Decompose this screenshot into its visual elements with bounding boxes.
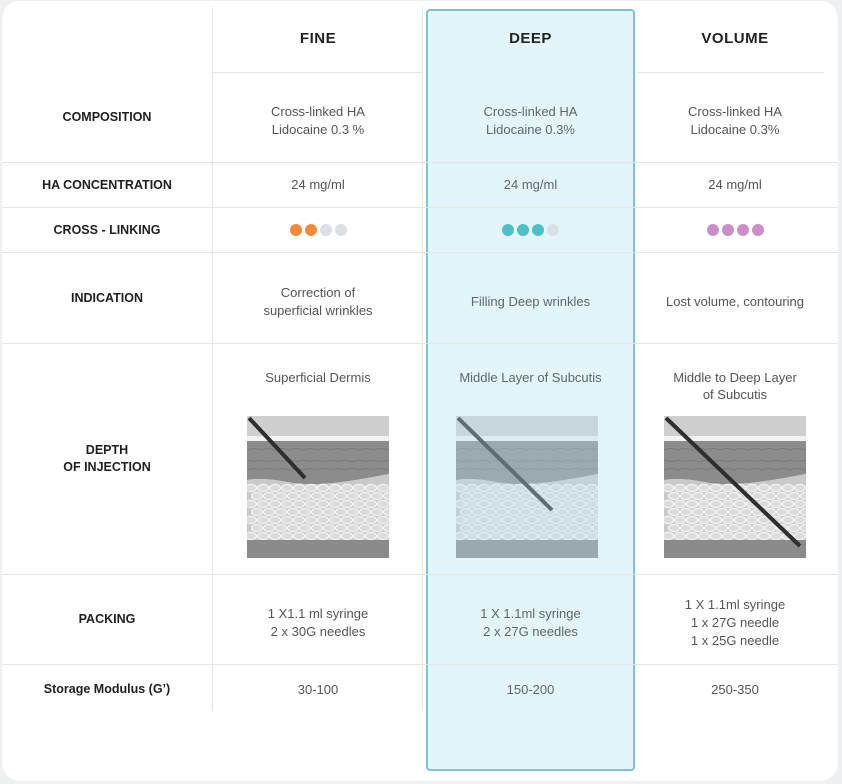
- indication-fine: Correction of superficial wrinkles: [263, 285, 373, 318]
- storage-modulus-deep: 150-200: [506, 682, 555, 697]
- divider: [422, 7, 423, 711]
- depth-deep: Middle Layer of Subcutis: [459, 370, 602, 385]
- storage-modulus-volume: 250-350: [711, 682, 759, 697]
- packing-volume: 1 X 1.1ml syringe 1 x 27G needle 1 x 25G needle: [684, 597, 786, 648]
- cross-linking-volume: [635, 208, 835, 252]
- row-label-storage-modulus: Storage Modulus (G’): [43, 681, 171, 696]
- cross-linking-fine: [214, 208, 422, 252]
- row-label-composition: COMPOSITION: [62, 110, 152, 124]
- ha-concentration-deep: 24 mg/ml: [503, 177, 558, 192]
- filled-dot-icon: [707, 224, 719, 236]
- row-label-indication: INDICATION: [71, 290, 143, 305]
- composition-volume: Cross-linked HA Lidocaine 0.3%: [688, 104, 782, 137]
- empty-dot-icon: [335, 224, 347, 236]
- ha-concentration-volume: 24 mg/ml: [708, 177, 762, 192]
- depth-volume: Middle to Deep Layer of Subcutis: [673, 370, 797, 402]
- row-label-depth-of-injection: DEPTH OF INJECTION: [63, 443, 151, 474]
- row-label-cross-linking: CROSS - LINKING: [53, 222, 161, 237]
- packing-deep: 1 X 1.1ml syringe 2 x 27G needles: [480, 606, 581, 639]
- filled-dot-icon: [502, 224, 514, 236]
- skin-diagram-superficial-dermis-icon: [247, 416, 389, 558]
- composition-deep: Cross-linked HA Lidocaine 0.3%: [483, 104, 578, 137]
- filled-dot-icon: [305, 224, 317, 236]
- indication-volume: Lost volume, contouring: [665, 294, 805, 309]
- empty-dot-icon: [547, 224, 559, 236]
- skin-diagram-middle-subcutis-icon: [456, 416, 598, 558]
- filled-dot-icon: [517, 224, 529, 236]
- divider: [212, 7, 213, 711]
- column-header-deep: DEEP: [509, 29, 552, 47]
- filled-dot-icon: [722, 224, 734, 236]
- row-label-ha-concentration: HA CONCENTRATION: [42, 177, 172, 192]
- cross-linking-deep: [426, 208, 635, 252]
- indication-deep: Filling Deep wrinkles: [470, 294, 591, 309]
- filled-dot-icon: [290, 224, 302, 236]
- empty-dot-icon: [320, 224, 332, 236]
- skin-diagram-deep-subcutis-icon: [664, 416, 806, 558]
- depth-fine: Superficial Dermis: [265, 370, 371, 385]
- cross-linking-dots: [707, 224, 764, 236]
- storage-modulus-fine: 30-100: [297, 682, 339, 697]
- filled-dot-icon: [532, 224, 544, 236]
- filled-dot-icon: [737, 224, 749, 236]
- composition-fine: Cross-linked HA Lidocaine 0.3 %: [271, 104, 365, 137]
- packing-fine: 1 X1.1 ml syringe 2 x 30G needles: [267, 606, 369, 639]
- column-header-fine: FINE: [299, 29, 337, 47]
- row-label-packing: PACKING: [78, 612, 136, 626]
- comparison-card: [2, 1, 838, 781]
- cross-linking-dots: [502, 224, 559, 236]
- cross-linking-dots: [290, 224, 347, 236]
- column-header-volume: VOLUME: [701, 29, 769, 47]
- ha-concentration-fine: 24 mg/ml: [291, 177, 345, 192]
- filled-dot-icon: [752, 224, 764, 236]
